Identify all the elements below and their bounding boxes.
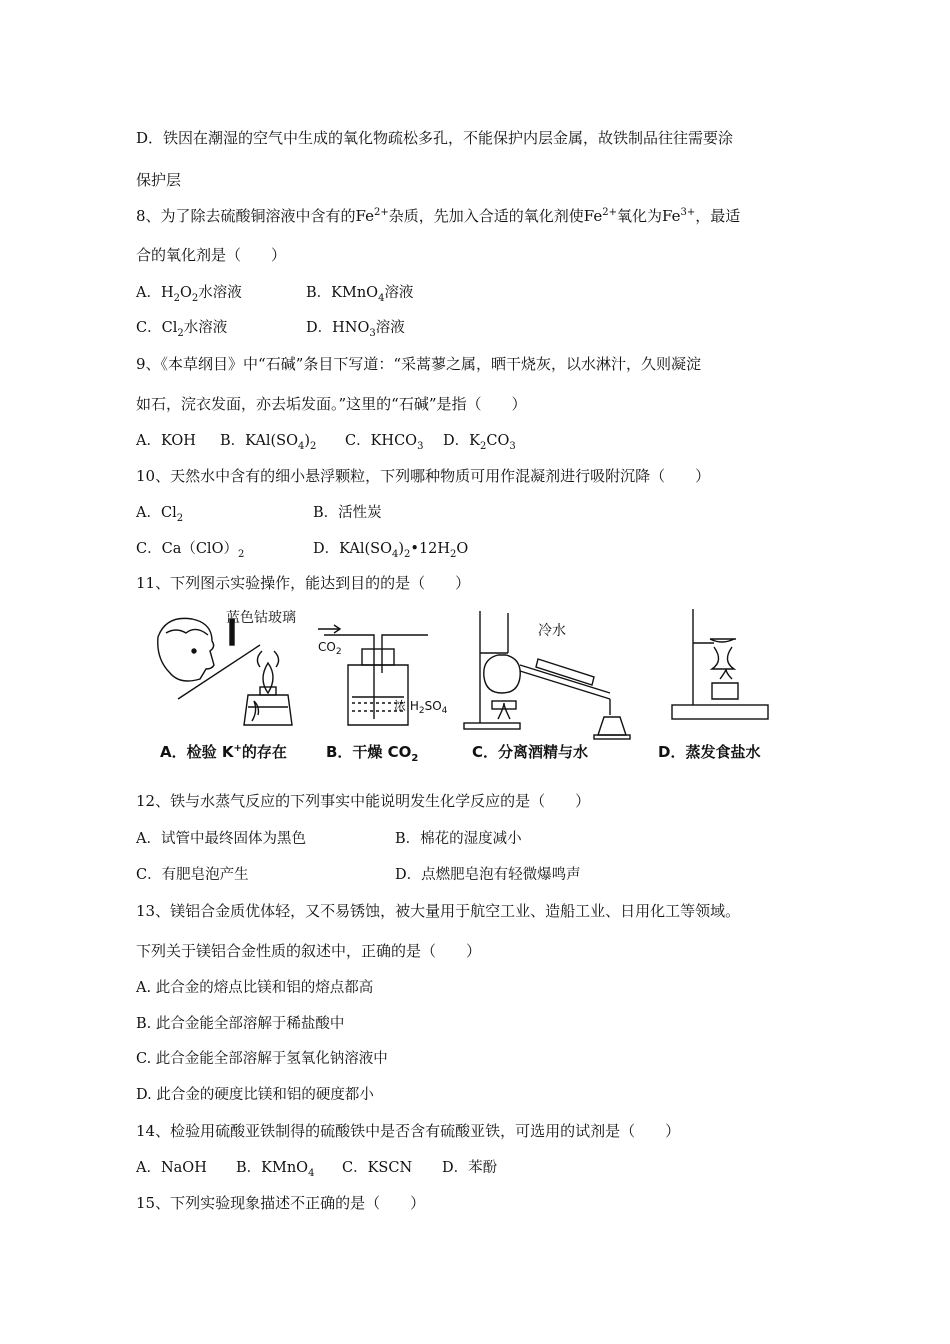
label-cobalt-glass: 蓝色钴玻璃 [226,610,296,626]
q9-option-a[interactable]: A．KOH [136,433,196,449]
q9-option-d[interactable]: D．$K_2CO_3$ [443,433,516,452]
q9-option-c[interactable]: C．$KHCO_3$ [345,433,424,452]
q8-option-c[interactable]: C．$Cl_2$水溶液 [136,320,228,339]
question-14-stem: 14、检验用硫酸亚铁制得的硫酸铁中是否含有硫酸亚铁，可选用的试剂是（ ） [136,1122,681,1140]
q10-option-a[interactable]: A．$Cl_2$ [136,505,184,524]
q8-option-b[interactable]: B．KMnO$_4$溶液 [306,285,414,304]
q14-option-b[interactable]: B．KMnO$_4$ [236,1160,315,1179]
evaporation-illustration [672,609,768,719]
q12-option-b[interactable]: B．棉花的湿度减小 [395,831,522,847]
flame-test-illustration [158,618,292,725]
question-11-stem: 11、下列图示实验操作，能达到目的的是（ ） [136,574,471,592]
label-co2: $CO_2$ [318,640,342,657]
question-10-stem: 10、天然水中含有的细小悬浮颗粒，下列哪种物质可用作混凝剂进行吸附沉降（ ） [136,467,711,485]
question-13-stem-line2: 下列关于镁铝合金性质的叙述中，正确的是（ ） [136,942,482,960]
q7-option-d-line1: D．铁因在潮湿的空气中生成的氧化物疏松多孔，不能保护内层金属，故铁制品往往需要涂 [136,129,734,147]
label-cold-water: 冷水 [538,623,566,639]
question-9-stem-line2: 如石，浣衣发面，亦去垢发面。”这里的“石碱”是指（ ） [136,395,527,413]
q13-option-d[interactable]: D. 此合金的硬度比镁和铝的硬度都小 [136,1087,374,1103]
q14-option-c[interactable]: C．KSCN [342,1160,413,1176]
caption-c: C．分离酒精与水 [472,743,589,761]
question-8-stem: 8、为了除去硫酸铜溶液中含有的$Fe^{2+}$杂质，先加入合适的氧化剂使$Fe^{2+}$氧化为$Fe^{3+}$，最适 [136,207,741,225]
label-conc-h2so4: 浓 $H_2SO_4$ [394,699,448,716]
q8-option-d[interactable]: D．$HNO_3$溶液 [306,320,405,339]
q9-option-b[interactable]: B．$KAl(SO_4)_2$ [220,433,317,452]
q8-option-a[interactable]: A．$H_2O_2$水溶液 [136,285,242,304]
caption-a: A．检验 K+的存在 [160,743,287,761]
question-15-stem: 15、下列实验现象描述不正确的是（ ） [136,1194,426,1212]
experiment-figure [148,607,788,767]
q13-option-b[interactable]: B. 此合金能全部溶解于稀盐酸中 [136,1016,345,1032]
question-13-stem: 13、镁铝合金质优体轻，又不易锈蚀，被大量用于航空工业、造船工业、日用化工等领域。 [136,902,741,920]
question-8-stem-line2: 合的氧化剂是（ ） [136,246,287,264]
q10-option-b[interactable]: B．活性炭 [313,505,382,521]
q7-option-d-line2: 保护层 [136,171,182,189]
q13-option-a[interactable]: A. 此合金的熔点比镁和铝的熔点都高 [136,980,374,996]
q13-option-c[interactable]: C. 此合金能全部溶解于氢氧化钠溶液中 [136,1051,388,1067]
caption-b: B．干燥 $CO_2$ [326,743,419,764]
q12-option-d[interactable]: D．点燃肥皂泡有轻微爆鸣声 [395,867,581,883]
q14-option-a[interactable]: A．NaOH [136,1160,207,1176]
q10-option-c[interactable]: C．$Ca(ClO)_2$ [136,541,245,560]
q12-option-a[interactable]: A．试管中最终固体为黑色 [136,831,306,847]
q14-option-d[interactable]: D．苯酚 [442,1160,498,1176]
question-12-stem: 12、铁与水蒸气反应的下列事实中能说明发生化学反应的是（ ） [136,792,591,810]
q10-option-d[interactable]: D．$KAl(SO_4)_2•12H_2O$ [313,541,469,560]
q12-option-c[interactable]: C．有肥皂泡产生 [136,867,249,883]
caption-d: D．蒸发食盐水 [658,743,761,761]
question-9-stem: 9、《本草纲目》中“石碱”条目下写道：“采蒿蓼之属，晒干烧灰，以水淋汁，久则凝淀 [136,355,702,373]
